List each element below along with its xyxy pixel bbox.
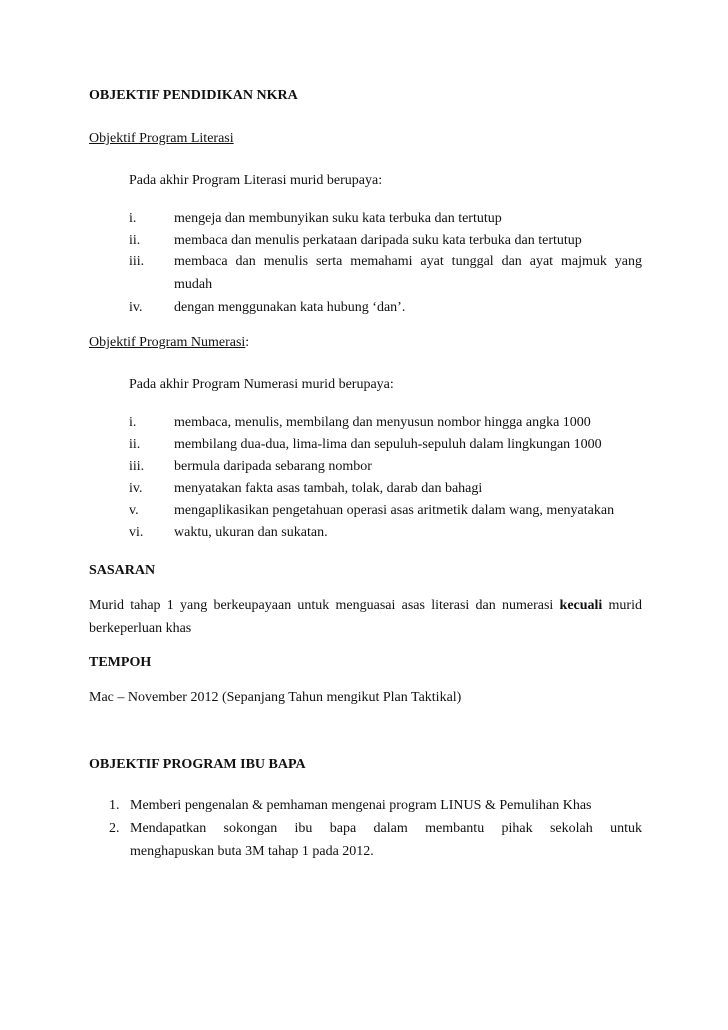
literasi-heading: Objektif Program Literasi bbox=[89, 131, 234, 146]
numerasi-item-3-number: iii. bbox=[129, 459, 145, 474]
sasaran-heading: SASARAN bbox=[89, 563, 156, 578]
tempoh-heading: TEMPOH bbox=[89, 655, 152, 670]
sasaran-text-a: Murid tahap 1 yang berkeupayaan untuk menguasai asas literasi dan numerasi bbox=[89, 598, 554, 613]
numerasi-item-2-number: ii. bbox=[129, 437, 141, 452]
numerasi-item-5-number: v. bbox=[129, 503, 139, 518]
numerasi-item-1-text: membaca, menulis, membilang dan menyusun nombor hingga angka 1000 bbox=[174, 415, 591, 430]
ibubapa-item-2-text: Mendapatkan sokongan ibu bapa dalam membantu pihak sekolah untuk bbox=[130, 821, 642, 836]
ibubapa-heading: OBJEKTIF PROGRAM IBU BAPA bbox=[89, 757, 306, 772]
tempoh-text: Mac – November 2012 (Sepanjang Tahun mengikut Plan Taktikal) bbox=[89, 690, 462, 705]
ibubapa-item-2-continuation: menghapuskan buta 3M tahap 1 pada 2012. bbox=[130, 844, 374, 859]
literasi-item-3-number: iii. bbox=[129, 254, 145, 269]
ibubapa-item-1-number: 1. bbox=[109, 798, 120, 813]
numerasi-heading-colon: : bbox=[245, 335, 250, 350]
literasi-item-3-continuation: mudah bbox=[174, 277, 213, 292]
literasi-item-4-number: iv. bbox=[129, 300, 143, 315]
numerasi-item-3-text: bermula daripada sebarang nombor bbox=[174, 459, 372, 474]
literasi-item-4-text: dengan menggunakan kata hubung ‘dan’. bbox=[174, 300, 406, 315]
literasi-item-1-text: mengeja dan membunyikan suku kata terbuka dan tertutup bbox=[174, 211, 502, 226]
literasi-item-2-number: ii. bbox=[129, 233, 141, 248]
sasaran-text-line-1 bbox=[89, 597, 642, 615]
literasi-item-1-number: i. bbox=[129, 211, 137, 226]
numerasi-intro: Pada akhir Program Numerasi murid berupaya: bbox=[129, 377, 394, 392]
numerasi-item-1-number: i. bbox=[129, 415, 137, 430]
numerasi-item-5-text: mengaplikasikan pengetahuan operasi asas aritmetik dalam wang, menyatakan bbox=[174, 503, 615, 518]
numerasi-heading: Objektif Program Numerasi bbox=[89, 335, 246, 350]
sasaran-text-bold: kecuali bbox=[559, 598, 603, 613]
numerasi-heading-row bbox=[89, 334, 249, 352]
literasi-item-3-text: membaca dan menulis serta memahami ayat tunggal dan ayat majmuk yang bbox=[174, 254, 642, 269]
sasaran-text-line-2: berkeperluan khas bbox=[89, 621, 192, 636]
ibubapa-item-1-text: Memberi pengenalan & pemhaman mengenai program LINUS & Pemulihan Khas bbox=[130, 798, 592, 813]
numerasi-item-6-text: waktu, ukuran dan sukatan. bbox=[174, 525, 328, 540]
ibubapa-item-2-number: 2. bbox=[109, 821, 120, 836]
numerasi-item-6-number: vi. bbox=[129, 525, 144, 540]
numerasi-item-4-text: menyatakan fakta asas tambah, tolak, darab dan bahagi bbox=[174, 481, 483, 496]
literasi-item-2-text: membaca dan menulis perkataan daripada suku kata terbuka dan tertutup bbox=[174, 233, 582, 248]
sasaran-text-b: murid bbox=[608, 598, 642, 613]
numerasi-item-2-text: membilang dua-dua, lima-lima dan sepuluh-sepuluh dalam lingkungan 1000 bbox=[174, 437, 602, 452]
numerasi-item-4-number: iv. bbox=[129, 481, 143, 496]
literasi-intro: Pada akhir Program Literasi murid berupaya: bbox=[129, 173, 383, 188]
document-title: OBJEKTIF PENDIDIKAN NKRA bbox=[89, 88, 298, 103]
